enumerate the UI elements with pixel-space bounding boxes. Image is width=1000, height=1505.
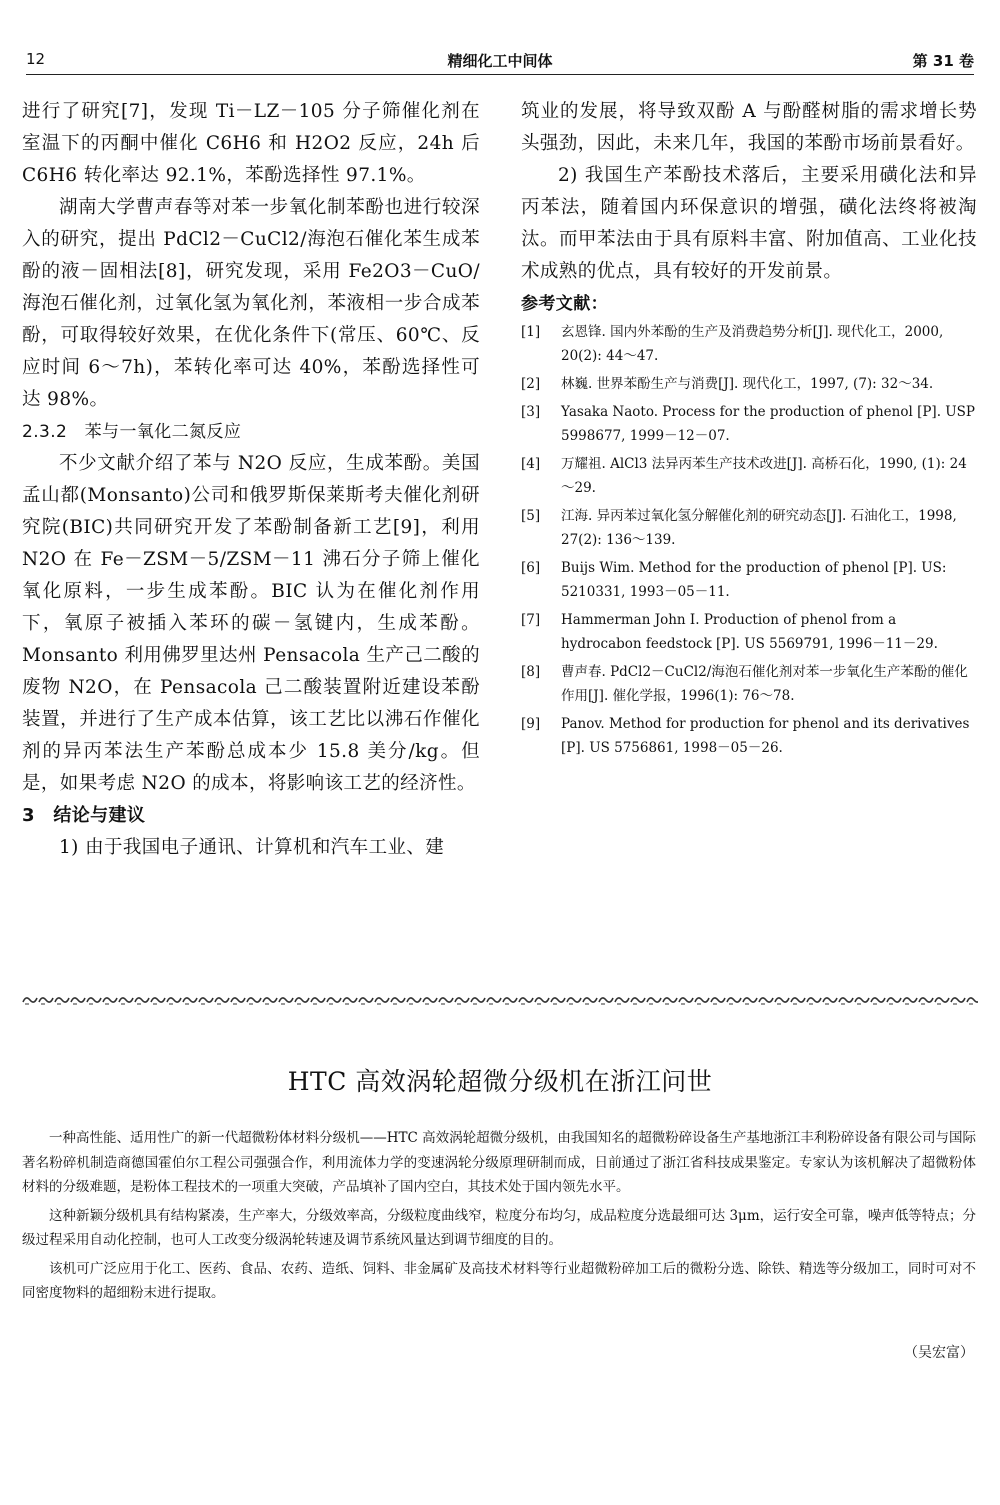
paragraph: 一种高性能、适用性广的新一代超微粉体材料分级机——HTC 高效涡轮超微分级机，由我国知名的超微粉碎设备生产基地浙江丰利粉碎设备有限公司与国际著名粉碎机制造商德国霍伯尔工程公司强强合作，利用流体力学的变速涡轮分级原理研制而成，日前通过了浙江省科技成果鉴定。专家认为该机解决了超微粉体材料的分级难题，是粉体工程技术的一项重大突破，产品填补了国内空白，其技术处于国内领先水平。 bbox=[22, 1130, 976, 1195]
references-heading: 参考文献： bbox=[521, 294, 608, 314]
left-column bbox=[22, 96, 480, 864]
subsection-heading: 2.3.2 苯与一氧化二氮反应 bbox=[22, 422, 242, 442]
reference-item: [7] Hammerman John I. Production of phenol from a hydrocabon feedstock [P]. US 5569791, 1996－11－29. bbox=[521, 612, 938, 652]
paragraph: 这种新颖分级机具有结构紧凑，生产率大，分级效率高，分级粒度曲线窄，粒度分布均匀，成品粒度分选最细可达 3μm，运行安全可靠，噪声低等特点；分级过程采用自动化控制，也可人工改变分级涡轮转速及调节系统风量达到调节细度的目的。 bbox=[22, 1207, 976, 1248]
reference-item: [9] Panov. Method for production for phenol and its derivatives [P]. US 5756861, 1998－05－26. bbox=[521, 716, 970, 756]
journal-title: 精细化工中间体 bbox=[447, 52, 553, 70]
reference-item: [2] 林巍. 世界苯酚生产与消费[J]. 现代化工，1997, (7): 32～34. bbox=[521, 376, 934, 392]
paragraph: 该机可广泛应用于化工、医药、食品、农药、造纸、饲料、非金属矿及高技术材料等行业超微粉碎加工后的微粉分选、除铁、精选等分级加工，同时可对不同密度物料的超细粉末进行提取。 bbox=[22, 1260, 976, 1301]
section-heading: 3 结论与建议 bbox=[22, 805, 146, 826]
news-title: HTC 高效涡轮超微分级机在浙江问世 bbox=[287, 1067, 713, 1096]
reference-list bbox=[521, 320, 977, 760]
page-number: 12 bbox=[26, 50, 46, 68]
reference-item: [1] 玄恩锋. 国内外苯酚的生产及消费趋势分析[J]. 现代化工，2000, 20(2): 44～47. bbox=[521, 324, 944, 364]
reference-item: [6] Buijs Wim. Method for the production of phenol [P]. US: 5210331, 1993－05－11. bbox=[521, 560, 947, 600]
paragraph: 2) 我国生产苯酚技术落后，主要采用磺化法和异丙苯法，随着国内环保意识的增强，磺化法终将被淘汰。而甲苯法由于具有原料丰富、附加值高、工业化技术成熟的优点，具有较好的开发前景。 bbox=[521, 165, 977, 282]
running-header bbox=[26, 48, 974, 75]
ornamental-divider bbox=[22, 992, 978, 1006]
reference-item: [4] 万耀祖. AlCl3 法异丙苯生产技术改进[J]. 高桥石化，1990, (1): 24～29. bbox=[521, 456, 967, 496]
reference-item: [3] Yasaka Naoto. Process for the production of phenol [P]. USP 5998677, 1999－12－07. bbox=[521, 404, 975, 444]
paragraph: 1) 由于我国电子通讯、计算机和汽车工业、建 bbox=[59, 837, 445, 858]
news-body bbox=[22, 1126, 976, 1310]
reference-item: [5] 江海. 异丙苯过氧化氢分解催化剂的研究动态[J]. 石油化工，1998, 27(2): 136～139. bbox=[521, 508, 957, 548]
paragraph: 湖南大学曹声春等对苯一步氧化制苯酚也进行较深入的研究，提出 PdCl2－CuCl2/海泡石催化苯生成苯酚的液－固相法[8]，研究发现，采用 Fe2O3－CuO/海泡石催化剂，过氧化氢为氧化剂，苯液相一步合成苯酚，可取得较好效果，在优化条件下(常压、60℃、反应时间 6～7h)，苯转化率可达 40%，苯酚选择性可达 98%。 bbox=[22, 197, 480, 410]
paragraph: 不少文献介绍了苯与 N2O 反应，生成苯酚。美国孟山都(Monsanto)公司和俄罗斯保莱斯考夫催化剂研究院(BIC)共同研究开发了苯酚制备新工艺[9]，利用 N2O 在 Fe－ZSM－5/ZSM－11 沸石分子筛上催化氧化原料，一步生成苯酚。BIC 认为在催化剂作用下，氧原子被插入苯环的碳－氢键内，生成苯酚。Monsanto 利用佛罗里达州 Pensacola 生产己二酸的废物 N2O，在 Pensacola 己二酸装置附近建设苯酚装置，并进行了生产成本估算，该工艺比以沸石作催化剂的异丙苯法生产苯酚总成本少 15.8 美分/kg。但是，如果考虑 N2O 的成本，将影响该工艺的经济性。 bbox=[22, 453, 480, 794]
paragraph: 进行了研究[7]，发现 Ti－LZ－105 分子筛催化剂在室温下的丙酮中催化 C6H6 和 H2O2 反应，24h 后 C6H6 转化率达 92.1%，苯酚选择性 97.1%。 bbox=[22, 101, 480, 186]
divider-pattern bbox=[22, 993, 978, 1006]
reference-item: [8] 曹声春. PdCl2－CuCl2/海泡石催化剂对苯一步氧化生产苯酚的催化作用[J]. 催化学报，1996(1): 76～78. bbox=[521, 664, 968, 704]
volume-label: 第 31 卷 bbox=[912, 52, 974, 70]
paragraph: 筑业的发展，将导致双酚 A 与酚醛树脂的需求增长势头强劲，因此，未来几年，我国的苯酚市场前景看好。 bbox=[521, 101, 977, 154]
right-column bbox=[521, 96, 977, 764]
author-credit: （吴宏富） bbox=[904, 1345, 974, 1361]
